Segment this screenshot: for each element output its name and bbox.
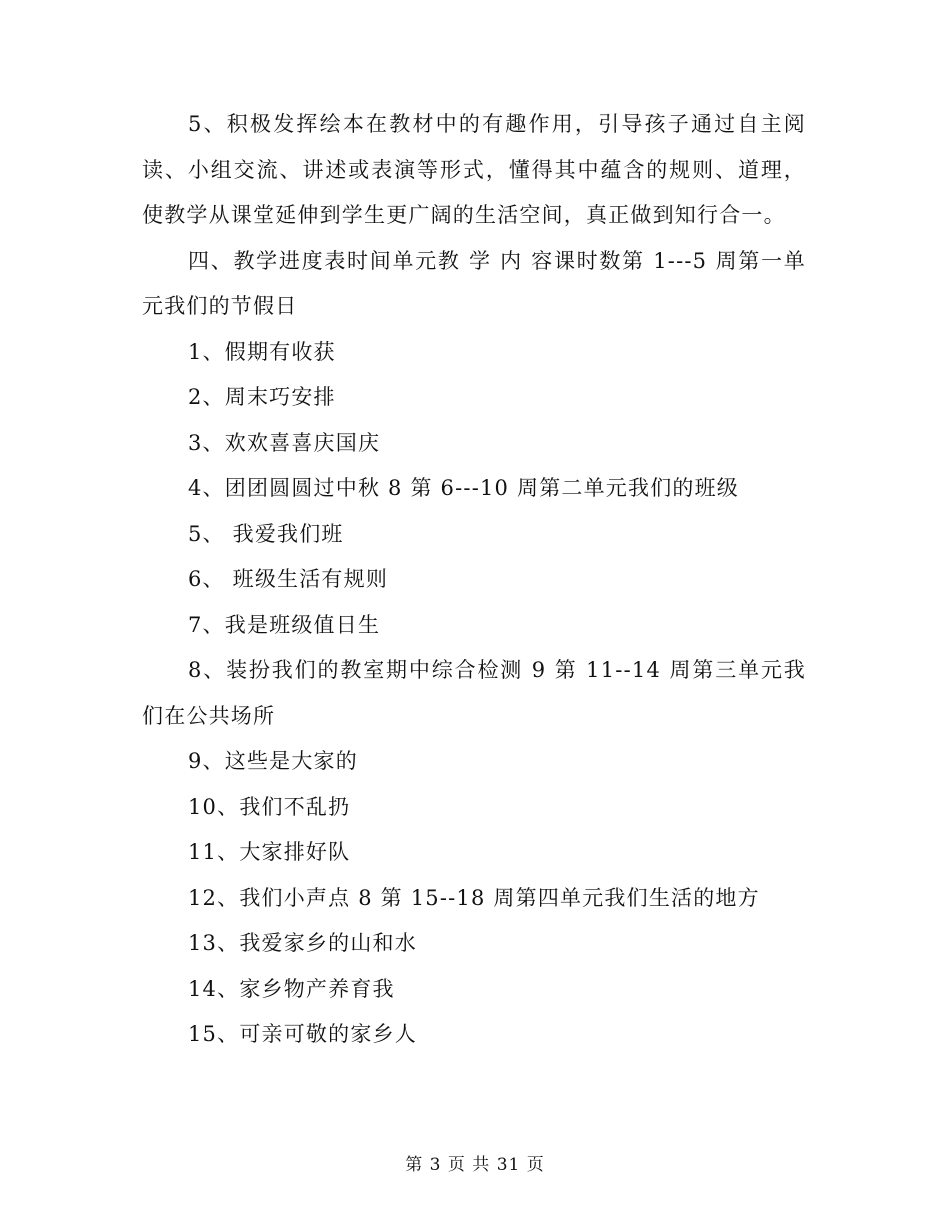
paragraph-goal-5: 5、积极发挥绘本在教材中的有趣作用，引导孩子通过自主阅读、小组交流、讲述或表演等形式，懂得其中蕴含的规则、道理，使教学从课堂延伸到学生更广阔的生活空间，真正做到知行合一。	[142, 112, 806, 227]
lesson-item-14: 14、家乡物产养育我	[188, 976, 395, 1001]
paragraph-schedule-heading: 四、教学进度表时间单元教 学 内 容课时数第 1---5 周第一单元我们的节假日	[142, 248, 806, 318]
lesson-item-13: 13、我爱家乡的山和水	[188, 931, 417, 955]
lesson-item-2: 2、周末巧安排	[188, 385, 336, 409]
lesson-item-11: 11、大家排好队	[188, 840, 351, 864]
lesson-item-1: 1、假期有收获	[188, 339, 336, 364]
lesson-item-4: 4、团团圆圆过中秋 8 第 6---10 周第二单元我们的班级	[188, 476, 739, 500]
page-number-footer: 第 3 页 共 31 页	[405, 1155, 545, 1175]
lesson-item-9: 9、这些是大家的	[188, 749, 358, 773]
lesson-item-6: 6、 班级生活有规则	[188, 567, 389, 591]
lesson-item-5: 5、 我爱我们班	[188, 521, 344, 546]
lesson-item-7: 7、我是班级值日生	[188, 612, 381, 637]
lesson-item-10: 10、我们不乱扔	[188, 794, 351, 819]
lesson-item-3: 3、欢欢喜喜庆国庆	[188, 430, 381, 455]
document-body	[142, 102, 806, 1058]
lesson-item-15: 15、可亲可敬的家乡人	[188, 1022, 417, 1046]
lesson-item-8: 8、装扮我们的教室期中综合检测 9 第 11--14 周第三单元我们在公共场所	[142, 658, 806, 728]
lesson-item-12: 12、我们小声点 8 第 15--18 周第四单元我们生活的地方	[188, 885, 760, 910]
